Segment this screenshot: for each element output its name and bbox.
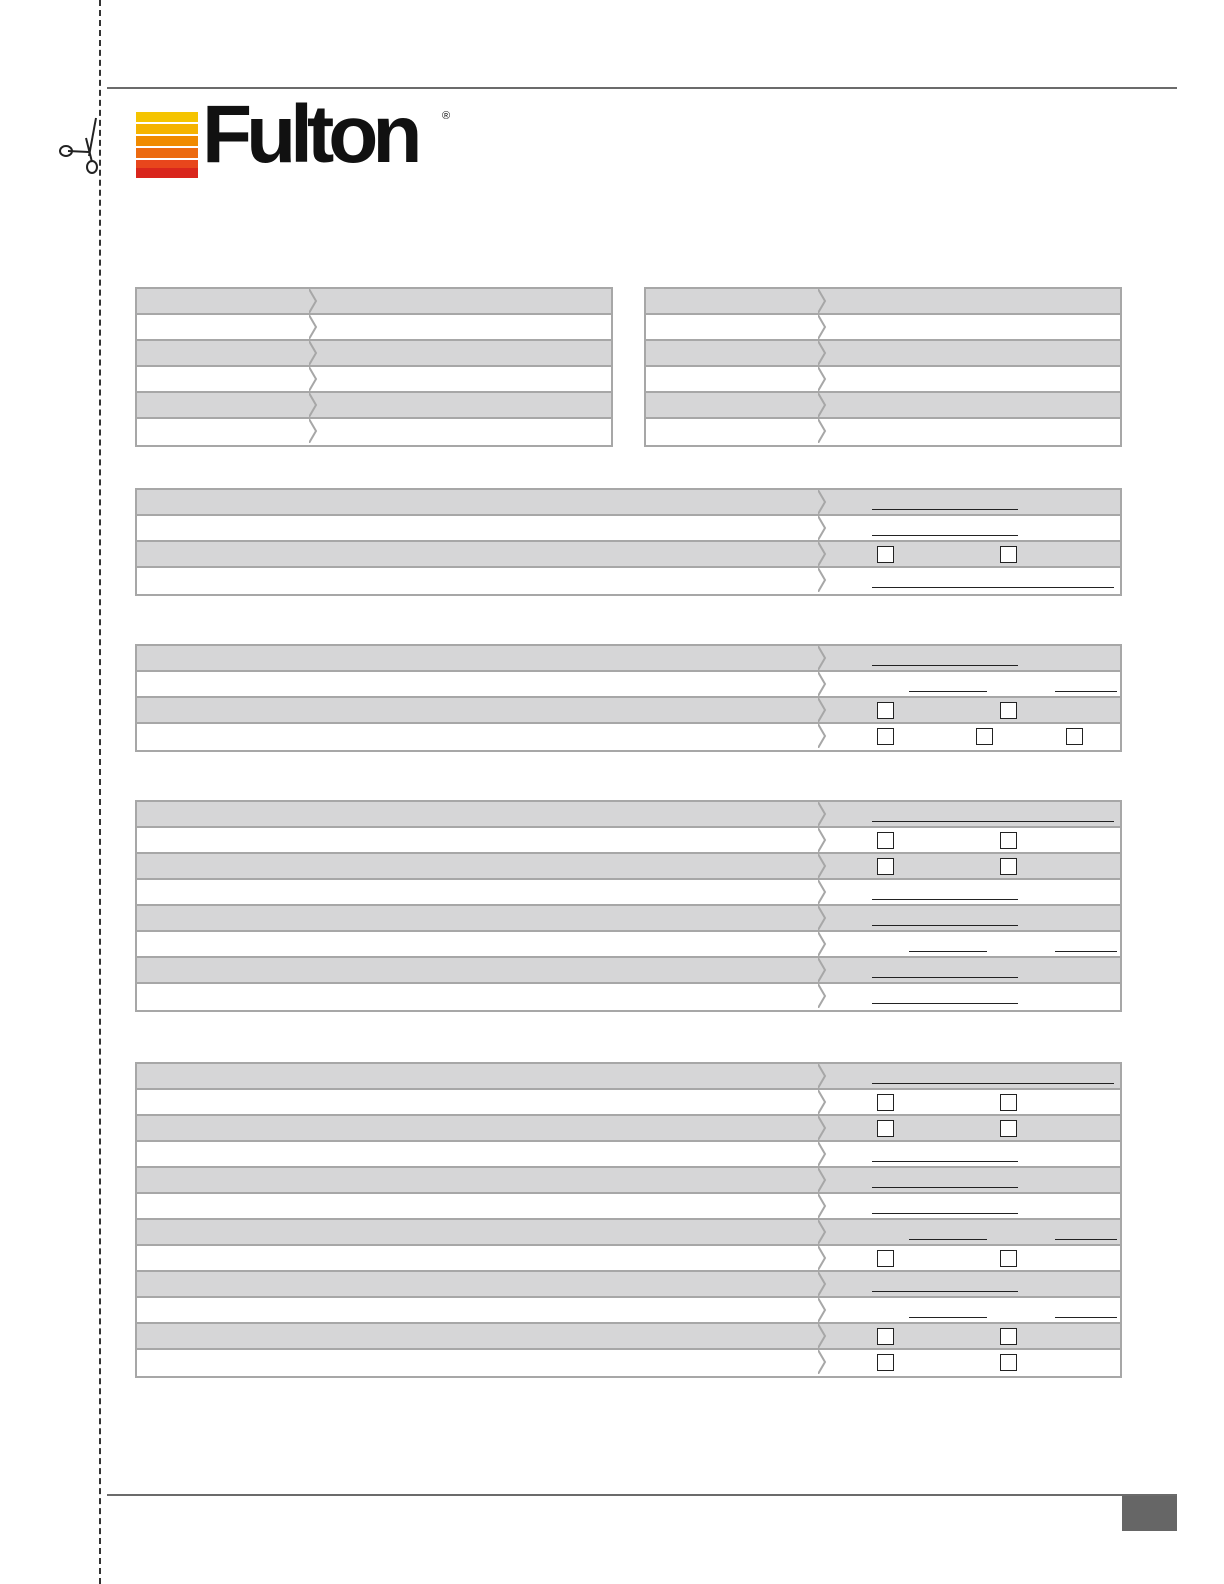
info-row[interactable]: [137, 315, 611, 341]
row-divider-chevron: [818, 984, 830, 1008]
page-tab: [1122, 1496, 1177, 1531]
registered-mark: ®: [442, 110, 451, 122]
checkbox[interactable]: [1000, 1120, 1017, 1137]
row-divider-chevron: [818, 1350, 830, 1374]
row-divider-chevron: [818, 1246, 830, 1270]
question-row: [137, 1272, 1120, 1298]
row-divider-chevron: [818, 828, 830, 852]
answer-line[interactable]: [872, 899, 1018, 900]
question-row: [137, 1064, 1120, 1090]
answer-line[interactable]: [909, 691, 987, 692]
question-row: [137, 984, 1120, 1010]
question-row: [137, 1220, 1120, 1246]
row-divider-chevron: [818, 393, 830, 417]
question-row: [137, 932, 1120, 958]
question-row: [137, 828, 1120, 854]
answer-line[interactable]: [909, 1239, 987, 1240]
row-divider-chevron: [818, 315, 830, 339]
row-divider-chevron: [818, 724, 830, 748]
info-row[interactable]: [137, 289, 611, 315]
answer-line[interactable]: [872, 587, 1114, 588]
question-row: [137, 1168, 1120, 1194]
checkbox[interactable]: [1000, 1094, 1017, 1111]
row-divider-chevron: [818, 880, 830, 904]
answer-line[interactable]: [872, 1213, 1018, 1214]
answer-line[interactable]: [872, 509, 1018, 510]
question-row: [137, 568, 1120, 594]
form-section-3: [135, 800, 1122, 1012]
scissors-icon: [56, 116, 106, 174]
row-divider-chevron: [309, 393, 321, 417]
question-row: [137, 646, 1120, 672]
row-divider-chevron: [818, 367, 830, 391]
row-divider-chevron: [818, 1142, 830, 1166]
question-row: [137, 724, 1120, 750]
row-divider-chevron: [309, 367, 321, 391]
info-row[interactable]: [137, 419, 611, 445]
row-divider-chevron: [818, 1194, 830, 1218]
info-row[interactable]: [646, 289, 1120, 315]
answer-line[interactable]: [1055, 951, 1117, 952]
answer-line[interactable]: [872, 1003, 1018, 1004]
question-row: [137, 1350, 1120, 1376]
answer-line[interactable]: [909, 951, 987, 952]
row-divider-chevron: [818, 854, 830, 878]
info-panel-2: [644, 287, 1122, 447]
question-row: [137, 1194, 1120, 1220]
row-divider-chevron: [309, 419, 321, 443]
form-section-1: [135, 488, 1122, 596]
question-row: [137, 906, 1120, 932]
row-divider-chevron: [818, 958, 830, 982]
checkbox[interactable]: [1000, 858, 1017, 875]
cut-line: [99, 0, 101, 1584]
row-divider-chevron: [818, 1064, 830, 1088]
row-divider-chevron: [818, 802, 830, 826]
row-divider-chevron: [818, 672, 830, 696]
row-divider-chevron: [818, 1220, 830, 1244]
info-row[interactable]: [137, 393, 611, 419]
answer-line[interactable]: [1055, 1239, 1117, 1240]
row-divider-chevron: [818, 568, 830, 592]
checkbox[interactable]: [877, 1120, 894, 1137]
row-divider-chevron: [818, 1272, 830, 1296]
info-row[interactable]: [646, 419, 1120, 445]
row-divider-chevron: [818, 542, 830, 566]
brand-name: Fulton: [202, 89, 417, 180]
question-row: [137, 1142, 1120, 1168]
info-panel-1: [135, 287, 613, 447]
info-row[interactable]: [137, 341, 611, 367]
answer-line[interactable]: [872, 1187, 1018, 1188]
answer-line[interactable]: [872, 1291, 1018, 1292]
checkbox[interactable]: [1000, 1354, 1017, 1371]
checkbox[interactable]: [877, 1328, 894, 1345]
checkbox[interactable]: [1000, 702, 1017, 719]
checkbox[interactable]: [1000, 546, 1017, 563]
row-divider-chevron: [818, 341, 830, 365]
checkbox[interactable]: [1000, 1328, 1017, 1345]
checkbox[interactable]: [976, 728, 993, 745]
row-divider-chevron: [818, 1116, 830, 1140]
checkbox[interactable]: [877, 546, 894, 563]
answer-line[interactable]: [872, 1083, 1114, 1084]
answer-line[interactable]: [872, 535, 1018, 536]
row-divider-chevron: [818, 289, 830, 313]
checkbox[interactable]: [877, 1250, 894, 1267]
row-divider-chevron: [818, 906, 830, 930]
question-row: [137, 490, 1120, 516]
answer-line[interactable]: [872, 665, 1018, 666]
logo-stripes: [136, 112, 198, 178]
info-row[interactable]: [137, 367, 611, 393]
question-row: [137, 1090, 1120, 1116]
checkbox[interactable]: [877, 728, 894, 745]
question-row: [137, 880, 1120, 906]
row-divider-chevron: [309, 289, 321, 313]
question-row: [137, 854, 1120, 880]
info-row[interactable]: [646, 393, 1120, 419]
row-divider-chevron: [818, 1090, 830, 1114]
checkbox[interactable]: [877, 832, 894, 849]
question-row: [137, 542, 1120, 568]
answer-line[interactable]: [872, 1161, 1018, 1162]
answer-line[interactable]: [1055, 691, 1117, 692]
question-row: [137, 516, 1120, 542]
question-row: [137, 1246, 1120, 1272]
answer-line[interactable]: [872, 977, 1018, 978]
row-divider-chevron: [818, 932, 830, 956]
row-divider-chevron: [818, 516, 830, 540]
row-divider-chevron: [818, 1168, 830, 1192]
question-row: [137, 1298, 1120, 1324]
checkbox[interactable]: [877, 1354, 894, 1371]
answer-line[interactable]: [872, 925, 1018, 926]
info-row[interactable]: [646, 315, 1120, 341]
checkbox[interactable]: [1066, 728, 1083, 745]
answer-line[interactable]: [909, 1317, 987, 1318]
checkbox[interactable]: [1000, 832, 1017, 849]
row-divider-chevron: [818, 490, 830, 514]
info-row[interactable]: [646, 367, 1120, 393]
checkbox[interactable]: [877, 1094, 894, 1111]
question-row: [137, 1116, 1120, 1142]
row-divider-chevron: [818, 646, 830, 670]
info-row[interactable]: [646, 341, 1120, 367]
question-row: [137, 1324, 1120, 1350]
checkbox[interactable]: [877, 702, 894, 719]
answer-line[interactable]: [872, 821, 1114, 822]
row-divider-chevron: [309, 315, 321, 339]
checkbox[interactable]: [1000, 1250, 1017, 1267]
row-divider-chevron: [309, 341, 321, 365]
question-row: [137, 698, 1120, 724]
answer-line[interactable]: [1055, 1317, 1117, 1318]
form-section-2: [135, 644, 1122, 752]
question-row: [137, 802, 1120, 828]
form-section-4: [135, 1062, 1122, 1378]
row-divider-chevron: [818, 419, 830, 443]
checkbox[interactable]: [877, 858, 894, 875]
question-row: [137, 672, 1120, 698]
row-divider-chevron: [818, 1298, 830, 1322]
bottom-rule: [107, 1494, 1177, 1496]
question-row: [137, 958, 1120, 984]
row-divider-chevron: [818, 1324, 830, 1348]
row-divider-chevron: [818, 698, 830, 722]
